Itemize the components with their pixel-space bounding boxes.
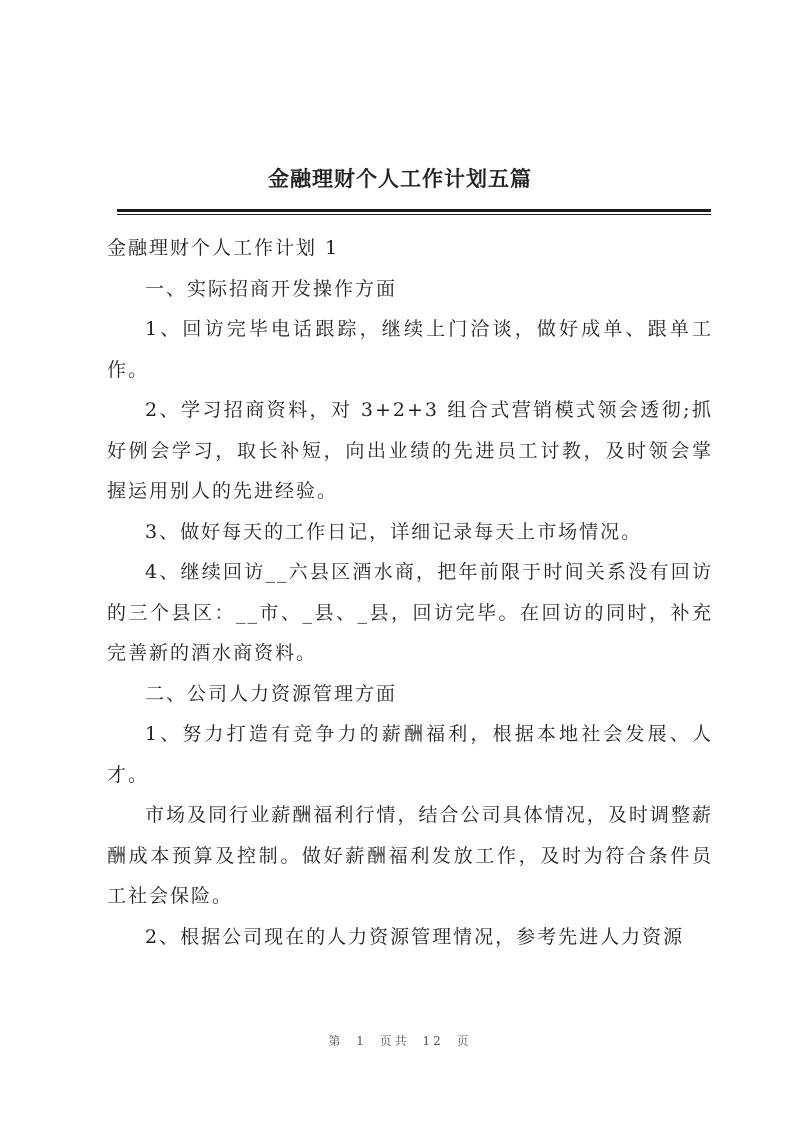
footer-label-pages: 页 [456,1034,472,1048]
paragraph: 2、学习招商资料，对 3+2+3 组合式营销模式领会透彻;抓好例会学习，取长补短，向出业绩的先进员工讨教，及时领会掌握运用别人的先进经验。 [107,399,713,502]
footer-current-page: 1 [356,1034,367,1048]
paragraph: 二、公司人力资源管理方面 [145,682,398,705]
page-footer [0,1032,800,1049]
footer-total-pages: 12 [422,1034,444,1048]
paragraph: 1、回访完毕电话跟踪，继续上门洽谈，做好成单、跟单工作。 [107,318,713,381]
paragraph: 金融理财个人工作计划 1 [107,237,340,259]
document-title: 金融理财个人工作计划五篇 [268,166,532,191]
footer-label-of: 页共 [379,1034,410,1048]
document-body [107,228,713,957]
title-rule-thick [117,209,711,212]
paragraph: 2、根据公司现在的人力资源管理情况，参考先进人力资源 [145,925,685,948]
paragraph: 1、努力打造有竞争力的薪酬福利，根据本地社会发展、人才。 [107,723,713,786]
paragraph: 市场及同行业薪酬福利行情，结合公司具体情况，及时调整薪酬成本预算及控制。做好薪酬福利发放工作，及时为符合条件员工社会保险。 [107,804,713,907]
title-rule-thin [117,214,711,215]
footer-label-page: 第 [328,1034,344,1048]
paragraph: 3、做好每天的工作日记，详细记录每天上市场情况。 [145,520,643,543]
paragraph: 4、继续回访__六县区酒水商，把年前限于时间关系没有回访的三个县区：__市、_县、_县，回访完毕。在回访的同时，补充完善新的酒水商资料。 [107,561,713,664]
paragraph: 一、实际招商开发操作方面 [145,277,398,300]
